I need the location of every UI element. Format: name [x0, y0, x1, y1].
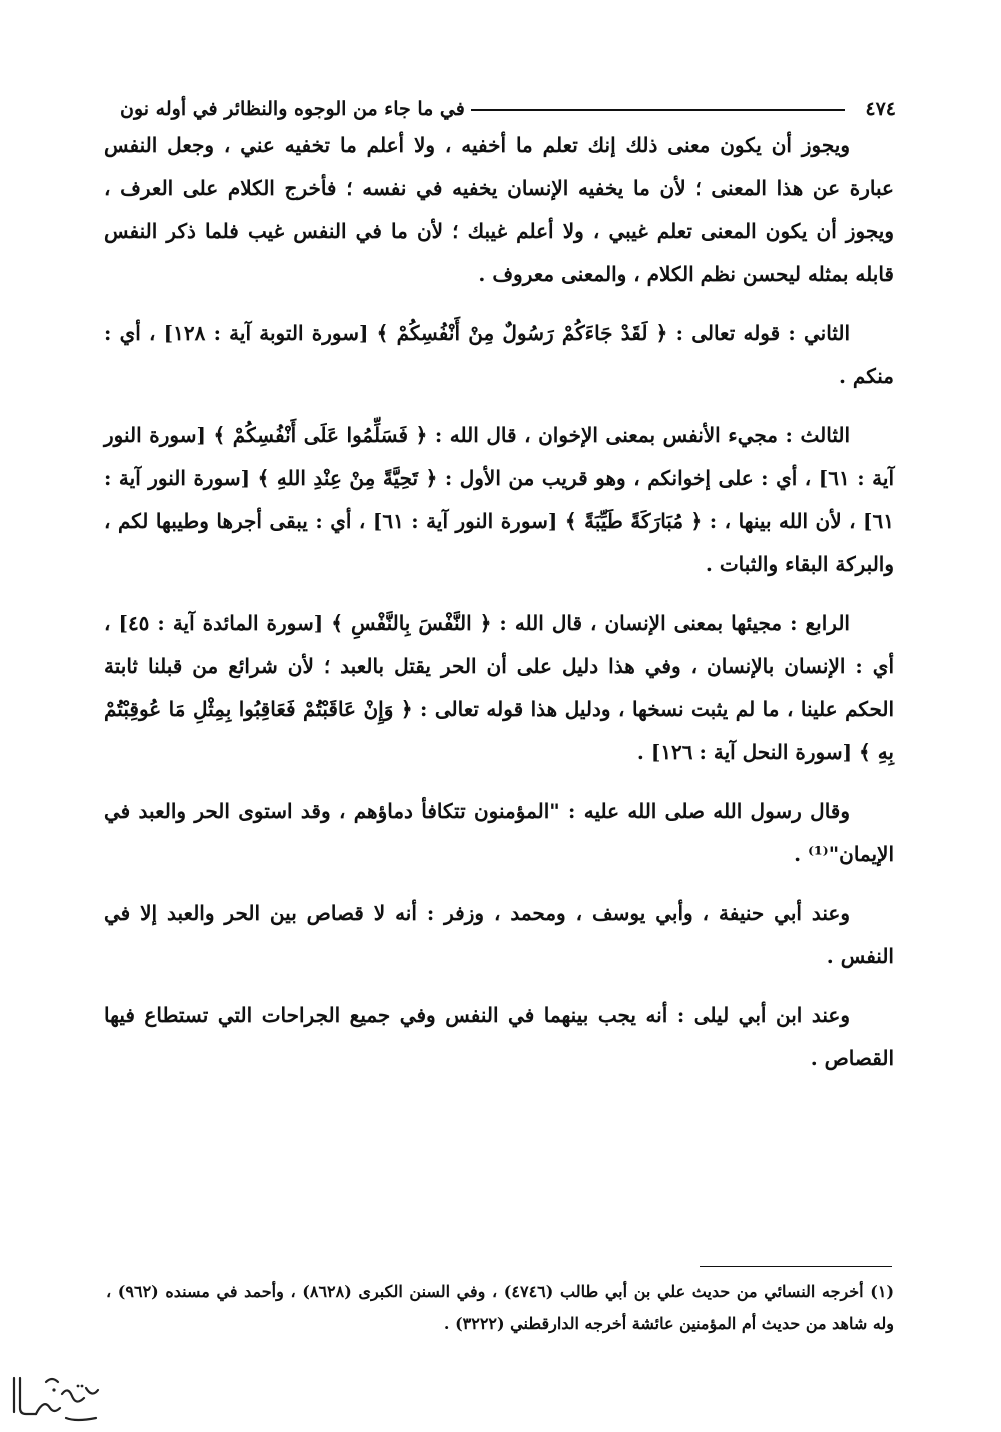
- paragraph-4: الرابع : مجيئها بمعنى الإنسان ، قال الله : ﴿ النَّفْسَ بِالنَّفْسِ ﴾ [سورة المائدة آية : ٤٥] ، أي : الإنسان بالإنسان ، وفي هذا دليل على أن الحر يقتل بالعبد ؛ لأن شرائع من قبلنا ثابتة الحكم علينا ، ما لم يثبت نسخها ، ودليل هذا قوله تعالى : ﴿ وَإِنْ عَاقَبْتُمْ فَعَاقِبُوا بِمِثْلِ مَا عُوقِبْتُمْ بِهِ ﴾ [سورة النحل آية : ١٢٦] .: [104, 611, 894, 764]
- header-rule: [471, 109, 846, 111]
- paragraph-3: الثالث : مجيء الأنفس بمعنى الإخوان ، قال الله : ﴿ فَسَلِّمُوا عَلَى أَنْفُسِكُمْ ﴾ [سورة النور آية : ٦١] ، أي : على إخوانكم ، وهو قريب من الأول : ﴿ تَحِيَّةً مِنْ عِنْدِ اللهِ ﴾ [سورة النور آية : ٦١] ، لأن الله بينها ، : ﴿ مُبَارَكَةً طَيِّبَةً ﴾ [سورة النور آية : ٦١] ، أي : يبقى أجرها وطيبها لكم ، والبركة البقاء والثبات .: [104, 423, 894, 576]
- paragraph-5: وقال رسول الله صلى الله عليه : "المؤمنون تتكافأ دماؤهم ، وقد استوى الحر والعبد في الإيمان"⁽¹⁾ .: [104, 799, 894, 866]
- footnotes: [106, 1276, 894, 1340]
- footnote-1: (١) أخرجه النسائي من حديث علي بن أبي طالب (٤٧٤٦) ، وفي السنن الكبرى (٨٦٢٨) ، وأحمد في مسنده (٩٦٢) ، وله شاهد من حديث أم المؤمنين عائشة أخرجه الدارقطني (٣٢٢٢) .: [106, 1282, 895, 1333]
- paragraph-1: ويجوز أن يكون معنى ذلك إنك تعلم ما أخفيه ، ولا أعلم ما تخفيه عني ، وجعل النفس عبارة عن هذا المعنى ؛ لأن ما يخفيه الإنسان يخفيه في نفسه ؛ فأخرج الكلام على العرف ، ويجوز أن يكون المعنى تعلم غيبي ، ولا أعلم غيبك ؛ لأن ما في النفس غيب فلما ذكر النفس قابله بمثله ليحسن نظم الكلام ، والمعنى معروف .: [104, 133, 894, 286]
- page-number: ٤٧٤: [865, 98, 896, 120]
- watermark-logo: [6, 1368, 106, 1426]
- running-title: في ما جاء من الوجوه والنظائر في أوله نون: [120, 98, 465, 120]
- paragraph-7: وعند ابن أبي ليلى : أنه يجب بينهما في النفس وفي جميع الجراحات التي تستطاع فيها القصاص .: [104, 1003, 894, 1070]
- footnote-separator: [700, 1266, 892, 1267]
- paragraph-6: وعند أبي حنيفة ، وأبي يوسف ، ومحمد ، وزفر : أنه لا قصاص بين الحر والعبد إلا في النفس .: [104, 901, 894, 968]
- running-header: [120, 86, 896, 120]
- main-text: [104, 124, 894, 1092]
- paragraph-2: الثاني : قوله تعالى : ﴿ لَقَدْ جَاءَكُمْ رَسُولٌ مِنْ أَنْفُسِكُمْ ﴾ [سورة التوبة آية : ١٢٨] ، أي : منكم .: [104, 321, 894, 388]
